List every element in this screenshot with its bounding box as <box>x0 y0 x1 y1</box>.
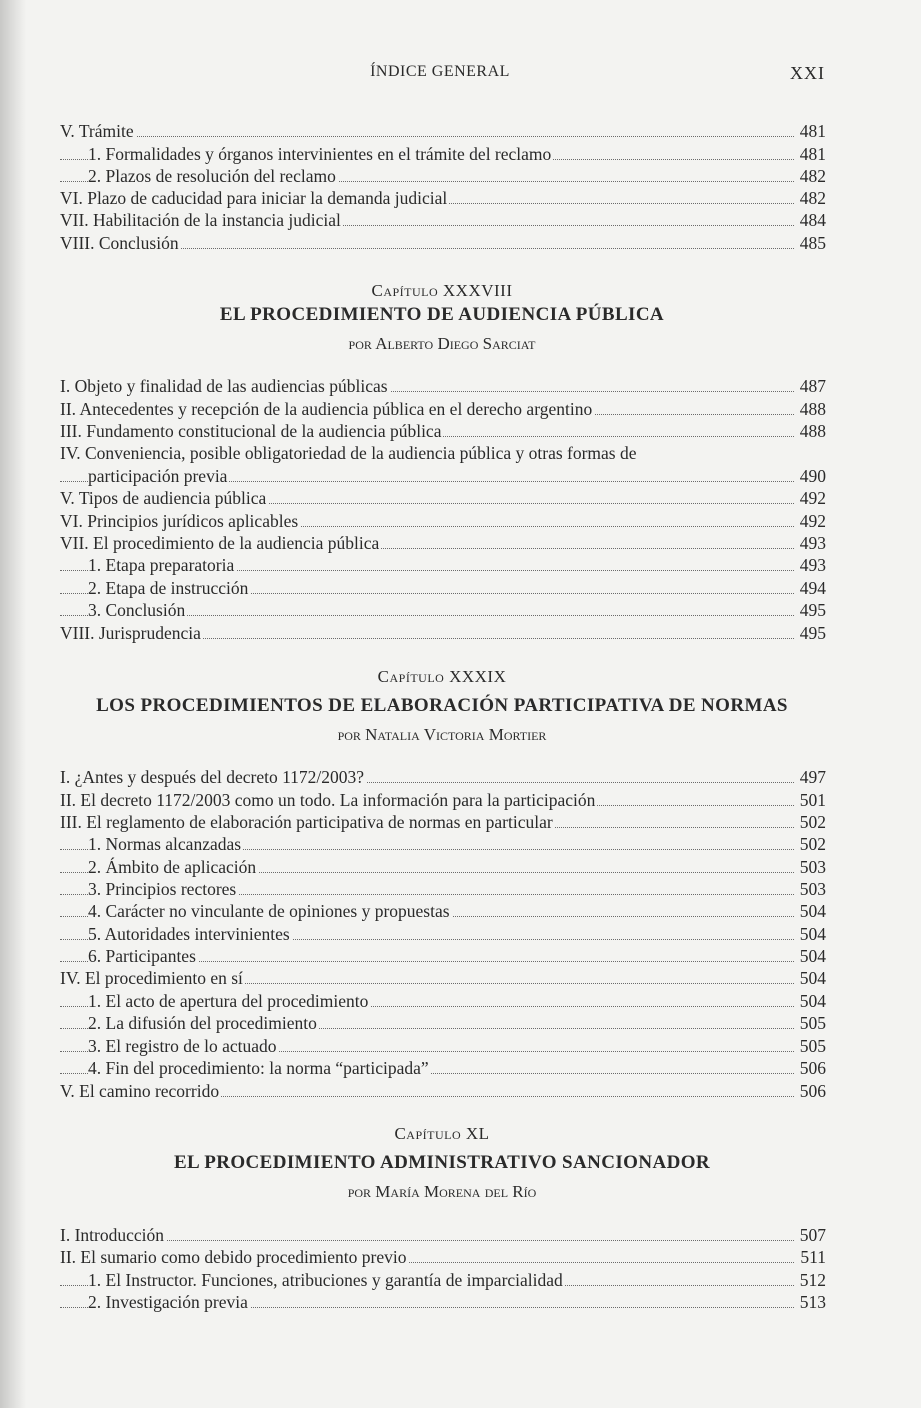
toc-entry-label: 2. Investigación previa <box>88 1292 248 1312</box>
toc-entry[interactable] <box>60 878 826 900</box>
chapter-label: Capítulo XXXVIII <box>371 281 513 300</box>
toc-entry-page: 482 <box>794 187 826 209</box>
toc-entry-page: 512 <box>794 1269 826 1291</box>
toc-entry[interactable] <box>60 420 826 442</box>
toc-entry-page: 495 <box>794 599 826 621</box>
toc-entry-label: II. El sumario como debido procedimiento previo <box>60 1247 407 1267</box>
toc-entry[interactable] <box>60 789 826 811</box>
toc-entry[interactable] <box>60 990 826 1012</box>
toc-entry-label: 1. Etapa preparatoria <box>88 555 235 575</box>
toc-entry-label: III. El reglamento de elaboración participativa de normas en particular <box>60 812 553 832</box>
dot-leader <box>60 136 794 137</box>
toc-entry-label: 1. El acto de apertura del procedimiento <box>88 991 369 1011</box>
toc-entry[interactable] <box>60 1035 826 1057</box>
toc-entry-label: 3. El registro de lo actuado <box>88 1036 277 1056</box>
toc-entry[interactable] <box>60 900 826 922</box>
toc-entry-label: 4. Fin del procedimiento: la norma “participada” <box>88 1058 429 1078</box>
toc-entry[interactable] <box>60 487 826 509</box>
toc-entry-page: 502 <box>794 833 826 855</box>
toc-entry[interactable] <box>60 554 826 576</box>
page-number: XXI <box>790 63 825 83</box>
running-title: ÍNDICE GENERAL <box>370 63 510 80</box>
toc-entry[interactable] <box>60 599 826 621</box>
toc-entry-label: VII. Habilitación de la instancia judicial <box>60 210 341 230</box>
toc-entry-label: participación previa <box>88 466 228 486</box>
toc-entry-page: 490 <box>794 465 826 487</box>
chapter-author: por María Morena del Río <box>347 1182 537 1201</box>
toc-entry-page: 504 <box>794 990 826 1012</box>
toc-entry-label: I. Introducción <box>60 1225 164 1245</box>
toc-entry[interactable] <box>60 209 826 231</box>
toc-entry-page: 481 <box>794 120 826 142</box>
chapter-label: Capítulo XXXIX <box>377 667 507 686</box>
toc-entry-page: 501 <box>794 789 826 811</box>
toc-entry-label: 1. El Instructor. Funciones, atribuciones y garantía de imparcialidad <box>88 1270 563 1290</box>
toc-entry-page: 481 <box>794 143 826 165</box>
toc-entry-page: 503 <box>794 878 826 900</box>
toc-entry-label: VIII. Jurisprudencia <box>60 623 201 643</box>
toc-entry[interactable] <box>60 577 826 599</box>
toc-entry[interactable] <box>60 442 826 464</box>
toc-entry-page: 504 <box>794 945 826 967</box>
toc-entry-page: 494 <box>794 577 826 599</box>
toc-entry[interactable] <box>60 143 826 165</box>
toc-entry-label: II. El decreto 1172/2003 como un todo. La información para la participación <box>60 790 596 810</box>
toc-entry-page: 504 <box>794 900 826 922</box>
chapter-title: LOS PROCEDIMIENTOS DE ELABORACIÓN PARTICIPATIVA DE NORMAS <box>96 695 788 716</box>
toc-entry-label: 3. Principios rectores <box>88 879 237 899</box>
toc-entry[interactable] <box>60 1080 826 1102</box>
toc-entry-label: 2. Etapa de instrucción <box>88 578 249 598</box>
toc-entry-page: 487 <box>794 375 826 397</box>
toc-entry-page: 488 <box>794 398 826 420</box>
toc-entry-label: 1. Normas alcanzadas <box>88 834 242 854</box>
toc-entry[interactable] <box>60 1224 826 1246</box>
chapter-title: EL PROCEDIMIENTO DE AUDIENCIA PÚBLICA <box>219 304 665 325</box>
toc-entry-page: 495 <box>794 622 826 644</box>
toc-entry-page: 511 <box>794 1246 826 1268</box>
toc-entry-label: I. ¿Antes y después del decreto 1172/2003? <box>60 767 365 787</box>
running-head <box>0 63 921 87</box>
toc-entry[interactable] <box>60 923 826 945</box>
toc-entry-label: III. Fundamento constitucional de la audiencia pública <box>60 421 442 441</box>
toc-entry[interactable] <box>60 375 826 397</box>
toc-entry[interactable] <box>60 856 826 878</box>
toc-entry-page: 484 <box>794 209 826 231</box>
toc-entry[interactable] <box>60 1246 826 1268</box>
toc-entry-page: 485 <box>794 232 826 254</box>
toc-entry-page: 502 <box>794 811 826 833</box>
toc-entry-label: II. Antecedentes y recepción de la audiencia pública en el derecho argentino <box>60 399 593 419</box>
chapter-author: por Natalia Victoria Mortier <box>337 725 547 744</box>
toc-entry[interactable] <box>60 1012 826 1034</box>
toc-entry-page: 513 <box>794 1291 826 1313</box>
toc-entry-label: 5. Autoridades intervinientes <box>88 924 290 944</box>
toc-entry-label: VI. Principios jurídicos aplicables <box>60 511 299 531</box>
toc-entry[interactable] <box>60 1269 826 1291</box>
toc-entry-page: 505 <box>794 1035 826 1057</box>
toc-entry-label: 2. La difusión del procedimiento <box>88 1013 317 1033</box>
toc-entry[interactable] <box>60 120 826 142</box>
toc-entry[interactable] <box>60 398 826 420</box>
toc-entry[interactable] <box>60 766 826 788</box>
dot-leader <box>60 1240 794 1241</box>
toc-entry-label: 2. Ámbito de aplicación <box>88 857 257 877</box>
toc-entry[interactable] <box>60 622 826 644</box>
toc-entry-label: 6. Participantes <box>88 946 196 966</box>
toc-entry-page: 504 <box>794 923 826 945</box>
chapter-author: por Alberto Diego Sarciat <box>348 334 536 353</box>
toc-entry[interactable] <box>60 532 826 554</box>
toc-entry[interactable] <box>60 165 826 187</box>
chapter-title: EL PROCEDIMIENTO ADMINISTRATIVO SANCIONADOR <box>173 1152 711 1173</box>
toc-entry-page: 506 <box>794 1057 826 1079</box>
toc-entry-page: 505 <box>794 1012 826 1034</box>
toc-entry-page: 493 <box>794 554 826 576</box>
toc-entry[interactable] <box>60 1291 826 1313</box>
toc-entry[interactable] <box>60 510 826 532</box>
toc-entry-page: 488 <box>794 420 826 442</box>
toc-entry-label: V. Trámite <box>60 121 134 141</box>
toc-entry-label: V. El camino recorrido <box>60 1081 220 1101</box>
toc-entry[interactable] <box>60 187 826 209</box>
toc-entry[interactable] <box>60 945 826 967</box>
toc-entry-label: VII. El procedimiento de la audiencia pública <box>60 533 380 553</box>
toc-entry-label: IV. Conveniencia, posible obligatoriedad de la audiencia pública y otras formas de <box>60 443 637 463</box>
toc-entry-page: 507 <box>794 1224 826 1246</box>
toc-entry-label: 4. Carácter no vinculante de opiniones y propuestas <box>88 901 450 921</box>
toc-entry-label: 1. Formalidades y órganos intervinientes en el trámite del reclamo <box>88 144 552 164</box>
toc-entry-page: 497 <box>794 766 826 788</box>
toc-entry-label: VIII. Conclusión <box>60 233 179 253</box>
toc-entry-page: 503 <box>794 856 826 878</box>
toc-entry[interactable] <box>60 232 826 254</box>
toc-entry-label: 3. Conclusión <box>88 600 186 620</box>
toc-entry[interactable] <box>60 833 826 855</box>
toc-entry-label: I. Objeto y finalidad de las audiencias públicas <box>60 376 388 396</box>
toc-entry-page: 492 <box>794 510 826 532</box>
toc-entry-label: V. Tipos de audiencia pública <box>60 488 267 508</box>
toc-entry-page: 492 <box>794 487 826 509</box>
toc-entry-label: 2. Plazos de resolución del reclamo <box>88 166 336 186</box>
toc-entry-page: 482 <box>794 165 826 187</box>
toc-entry[interactable] <box>60 811 826 833</box>
toc-entry-label: VI. Plazo de caducidad para iniciar la demanda judicial <box>60 188 448 208</box>
toc-entry[interactable] <box>60 967 826 989</box>
chapter-label: Capítulo XL <box>394 1124 490 1143</box>
toc-entry[interactable] <box>60 1057 826 1079</box>
toc-entry-label: IV. El procedimiento en sí <box>60 968 243 988</box>
toc-entry-continuation[interactable] <box>60 465 826 487</box>
toc-entry-page: 493 <box>794 532 826 554</box>
toc-entry-page: 504 <box>794 967 826 989</box>
toc-entry-page: 506 <box>794 1080 826 1102</box>
